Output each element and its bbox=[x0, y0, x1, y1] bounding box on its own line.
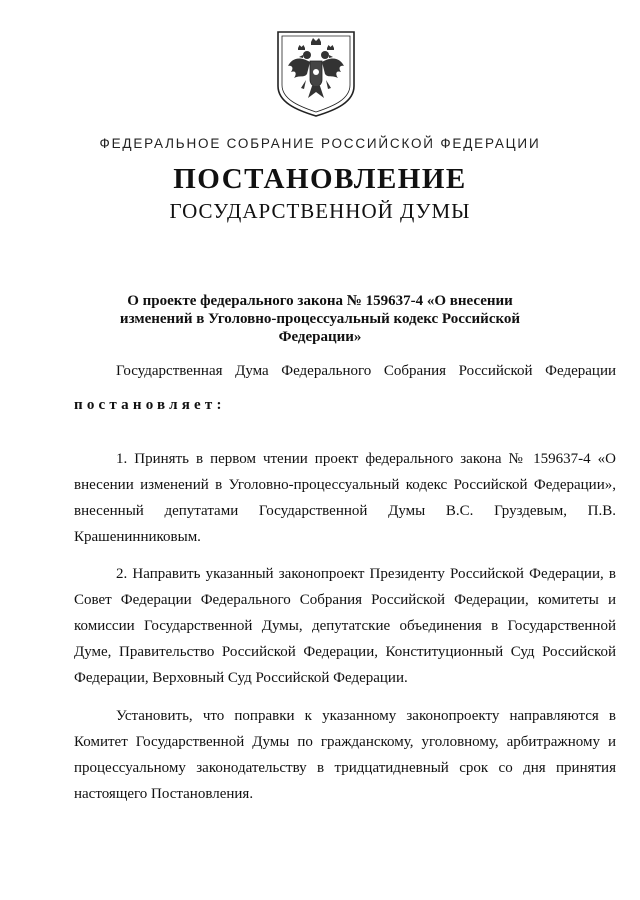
paragraph-1: 1. Принять в первом чтении проект федерального закона № 159637-4 «О внесении изменений в Уголовно-процессуальный кодекс Российской Федерации», внесенный депутатами Государственной Думы В.С. Груздевым, П.В. Крашенинниковым. bbox=[74, 451, 616, 545]
document-type-title: ПОСТАНОВЛЕНИЕ bbox=[173, 163, 467, 195]
organization-name: ФЕДЕРАЛЬНОЕ СОБРАНИЕ РОССИЙСКОЙ ФЕДЕРАЦИИ bbox=[99, 136, 541, 151]
issuing-authority: ГОСУДАРСТВЕННОЙ ДУМЫ bbox=[169, 199, 471, 223]
paragraph-3: Установить, что поправки к указанному законопроекту направляются в Комитет Государственной Думы по гражданскому, уголовному, арбитражному и процессуальному законодательству в тридцатидневный срок со дня принятия настоящего Постановления. bbox=[74, 708, 616, 802]
russian-coat-of-arms-icon bbox=[274, 28, 358, 118]
intro-paragraph: Государственная Дума Федерального Собрания Российской Федерации bbox=[116, 363, 616, 379]
document-subject: О проекте федерального закона № 159637-4 «О внесении изменений в Уголовно-процессуальный кодекс Российской Федерации» bbox=[119, 293, 521, 345]
decree-word: постановляет: bbox=[74, 397, 226, 413]
paragraph-2: 2. Направить указанный законопроект Президенту Российской Федерации, в Совет Федерации Федерального Собрания Российской Федерации, комитеты и комиссии Государственной Думы, депутатские объединения в Государственной Думе, Правительство Российской Федерации, Конституционный Суд Российской Федерации, Верховный Суд Российской Федерации. bbox=[74, 566, 616, 686]
